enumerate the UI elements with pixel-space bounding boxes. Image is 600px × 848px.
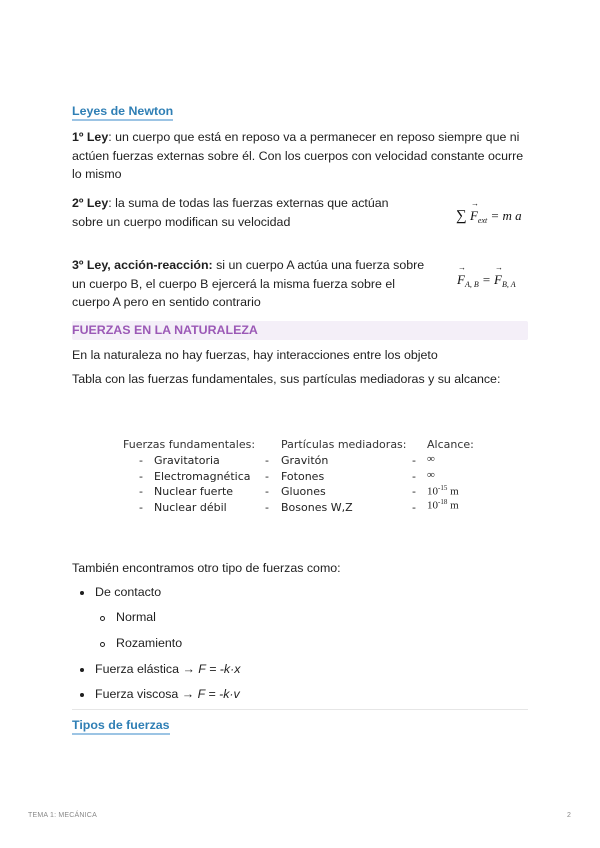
particle-gluones: Gluones bbox=[281, 485, 326, 498]
table-row: - bbox=[412, 470, 416, 483]
particle-bosones: Bosones W,Z bbox=[281, 501, 353, 514]
range-nuclear-debil: $10^{-18}$ m bbox=[427, 498, 459, 512]
first-law-paragraph bbox=[72, 128, 532, 184]
heading-leyes-de-newton[interactable]: Leyes de Newton bbox=[72, 104, 173, 118]
third-law-title: 3º Ley, acción-reacción: bbox=[72, 258, 213, 272]
table-row: - bbox=[265, 470, 269, 483]
particle-fotones: Fotones bbox=[281, 470, 325, 483]
force-electromagnetica: Electromagnética bbox=[154, 470, 251, 483]
second-law-title: 2º Ley bbox=[72, 196, 109, 210]
third-law-paragraph bbox=[72, 256, 432, 312]
intro-line-2: Tabla con las fuerzas fundamentales, sus partículas mediadoras y su alcance: bbox=[72, 372, 501, 386]
table-header-particles: Partículas mediadoras: bbox=[281, 438, 407, 451]
bullet-icon bbox=[80, 591, 84, 595]
section-fuerzas-en-la-naturaleza: FUERZAS EN LA NATURALEZA bbox=[72, 321, 528, 340]
table-row: - bbox=[412, 454, 416, 467]
footer-page-number: 2 bbox=[567, 812, 572, 819]
heading-tipos-de-fuerzas[interactable]: Tipos de fuerzas bbox=[72, 718, 170, 732]
third-law-formula: → $F_{A, B}$ = → $F_{B, A}$ bbox=[457, 272, 516, 289]
list-item-fuerza-viscosa: Fuerza viscosa → F = -k·v bbox=[95, 687, 240, 701]
range-nuclear-fuerte: $10^{-15}$ m bbox=[427, 484, 459, 498]
circle-bullet-icon bbox=[100, 616, 105, 621]
third-law-text: si un cuerpo A actúa una fuerza sobre un cuerpo B, el cuerpo B ejercerá la misma fuerza sobre el cuerpo A pero en sentido contrario bbox=[72, 258, 425, 309]
range-gravitatoria: ∞ bbox=[427, 453, 435, 465]
table-row: - bbox=[265, 454, 269, 467]
range-electromagnetica: ∞ bbox=[427, 469, 435, 481]
force-nuclear-fuerte: Nuclear fuerte bbox=[154, 485, 234, 498]
second-law-text: : la suma de todas las fuerzas externas que actúan sobre un cuerpo modifican su velocidad bbox=[72, 196, 389, 229]
first-law-title: 1º Ley bbox=[72, 130, 109, 144]
footer-chapter: TEMA 1: MECÁNICA bbox=[28, 812, 97, 819]
table-row: - bbox=[139, 501, 143, 514]
circle-bullet-icon bbox=[100, 642, 105, 647]
list-item-rozamiento: Rozamiento bbox=[116, 636, 183, 650]
divider bbox=[72, 709, 528, 710]
second-law-paragraph bbox=[72, 194, 412, 231]
table-row: - bbox=[265, 485, 269, 498]
force-nuclear-debil: Nuclear débil bbox=[154, 501, 227, 514]
particle-graviton: Gravitón bbox=[281, 454, 329, 467]
table-row: - bbox=[412, 501, 416, 514]
second-law-formula: ∑ → $F_{ext} = m$ a bbox=[456, 208, 522, 225]
force-gravitatoria: Gravitatoria bbox=[154, 454, 220, 467]
bullet-icon bbox=[80, 693, 84, 697]
table-row: - bbox=[139, 485, 143, 498]
table-row: - bbox=[265, 501, 269, 514]
table-row: - bbox=[139, 454, 143, 467]
bullet-icon bbox=[80, 668, 84, 672]
other-forces-intro: También encontramos otro tipo de fuerzas como: bbox=[72, 561, 341, 575]
list-item-fuerza-elastica: Fuerza elástica → F = -k·x bbox=[95, 662, 241, 676]
table-row: - bbox=[139, 470, 143, 483]
table-header-forces: Fuerzas fundamentales: bbox=[123, 438, 256, 451]
list-item-contacto: De contacto bbox=[95, 585, 162, 599]
table-row: - bbox=[412, 485, 416, 498]
list-item-normal: Normal bbox=[116, 610, 156, 624]
first-law-text: : un cuerpo que está en reposo va a permanecer en reposo siempre que ni actúen fuerzas externas sobre él. Con los cuerpos con velocidad constante ocurre lo mismo bbox=[72, 130, 524, 181]
table-header-range: Alcance: bbox=[427, 438, 474, 451]
intro-line-1: En la naturaleza no hay fuerzas, hay interacciones entre los objeto bbox=[72, 348, 438, 362]
